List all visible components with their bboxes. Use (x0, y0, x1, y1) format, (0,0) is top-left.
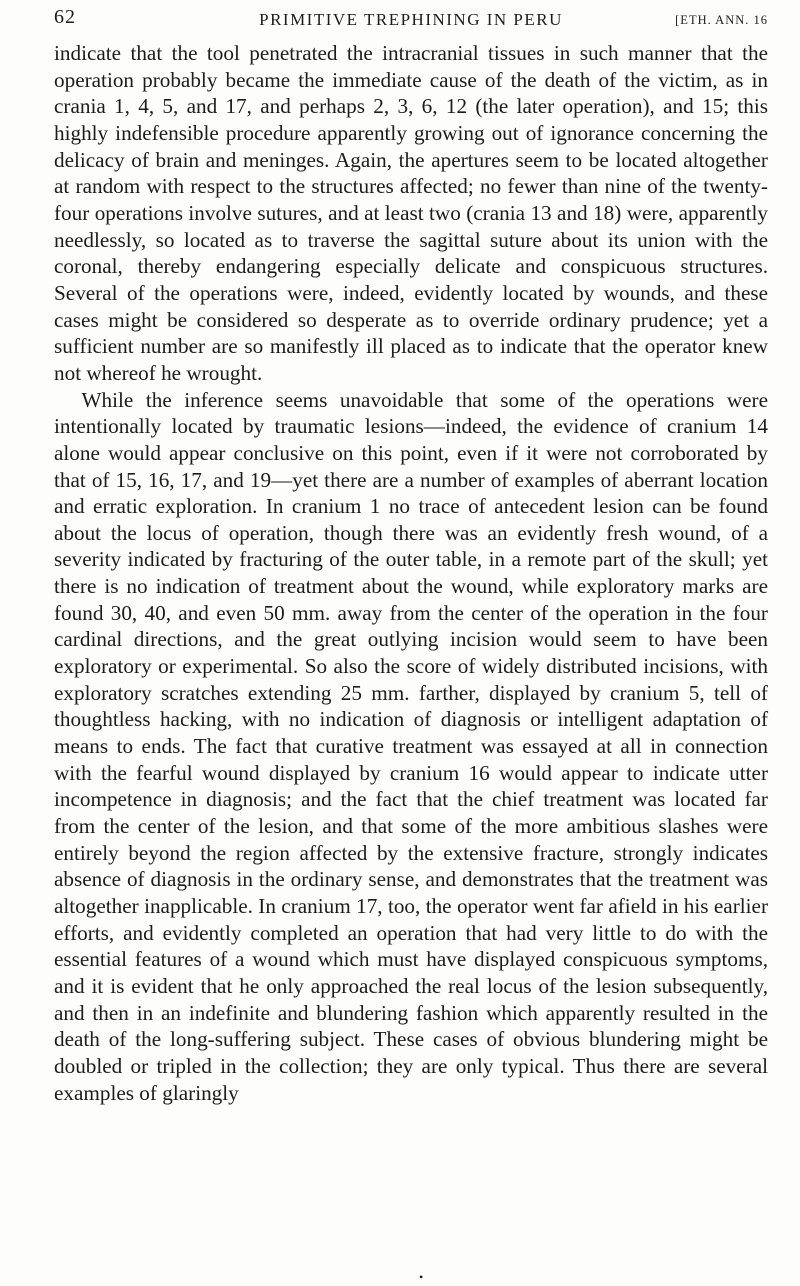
body-text (54, 40, 768, 1106)
footer-mark: • (419, 1270, 424, 1284)
paragraph-continued: indicate that the tool penetrated the intracranial tissues in such manner that the operation probably became the immediate cause of the death of the victim, as in crania 1, 4, 5, and 17, and perhaps 2, 3, 6, 12 (the later operation), and 15; this highly indefensible procedure apparently growing out of ignorance concerning the delicacy of brain and meninges. Again, the apertures seem to be located altogether at random with respect to the structures affected; no fewer than nine of the twenty-four operations involve sutures, and at least two (crania 13 and 18) were, apparently needlessly, so located as to traverse the sagittal suture about its union with the coronal, thereby endangering especially delicate and conspicuous structures. Several of the operations were, indeed, evidently located by wounds, and these cases might be considered so desperate as to override ordinary prudence; yet a sufficient number are so manifestly ill placed as to indicate that the operator knew not whereof he wrought. (54, 41, 768, 385)
paragraph: While the inference seems unavoidable that some of the operations were intentionally located by traumatic lesions—indeed, the evidence of cranium 14 alone would appear conclusive on this point, even if it were not corroborated by that of 15, 16, 17, and 19—yet there are a number of examples of aberrant location and erratic exploration. In cranium 1 no trace of antecedent lesion can be found about the locus of operation, though there was an evidently fresh wound, of a severity indicated by fracturing of the outer table, in a remote part of the skull; yet there is no indication of treatment about the wound, while exploratory marks are found 30, 40, and even 50 mm. away from the center of the operation in the four cardinal directions, and the great outlying incision would seem to have been exploratory or experimental. So also the score of widely distributed incisions, with exploratory scratches extending 25 mm. farther, displayed by cranium 5, tell of thoughtless hacking, with no indication of diagnosis or intelligent adaptation of means to ends. The fact that curative treatment was essayed at all in connection with the fearful wound displayed by cranium 16 would appear to indicate utter incompetence in diagnosis; and the fact that the chief treatment was located far from the center of the lesion, and that some of the more ambitious slashes were entirely beyond the region affected by the extensive fracture, strongly indicates absence of diagnosis in the ordinary sense, and demonstrates that the treatment was altogether inapplicable. In cranium 17, too, the operator went far afield in his earlier efforts, and evidently completed an operation that had very little to do with the essential features of a wound which must have displayed conspicuous symptoms, and it is evident that he only approached the real locus of the lesion subsequently, and then in an indefinite and blundering fashion which apparently resulted in the death of the long-suffering subject. These cases of obvious blundering might be doubled or tripled in the collection; they are only typical. Thus there are several examples of glaringly (54, 387, 768, 1105)
running-head: PRIMITIVE TREPHINING IN PERU (259, 10, 563, 29)
publication-reference: [ETH. ANN. 16 (675, 13, 768, 27)
page-number: 62 (54, 6, 76, 28)
page-header (54, 6, 768, 32)
